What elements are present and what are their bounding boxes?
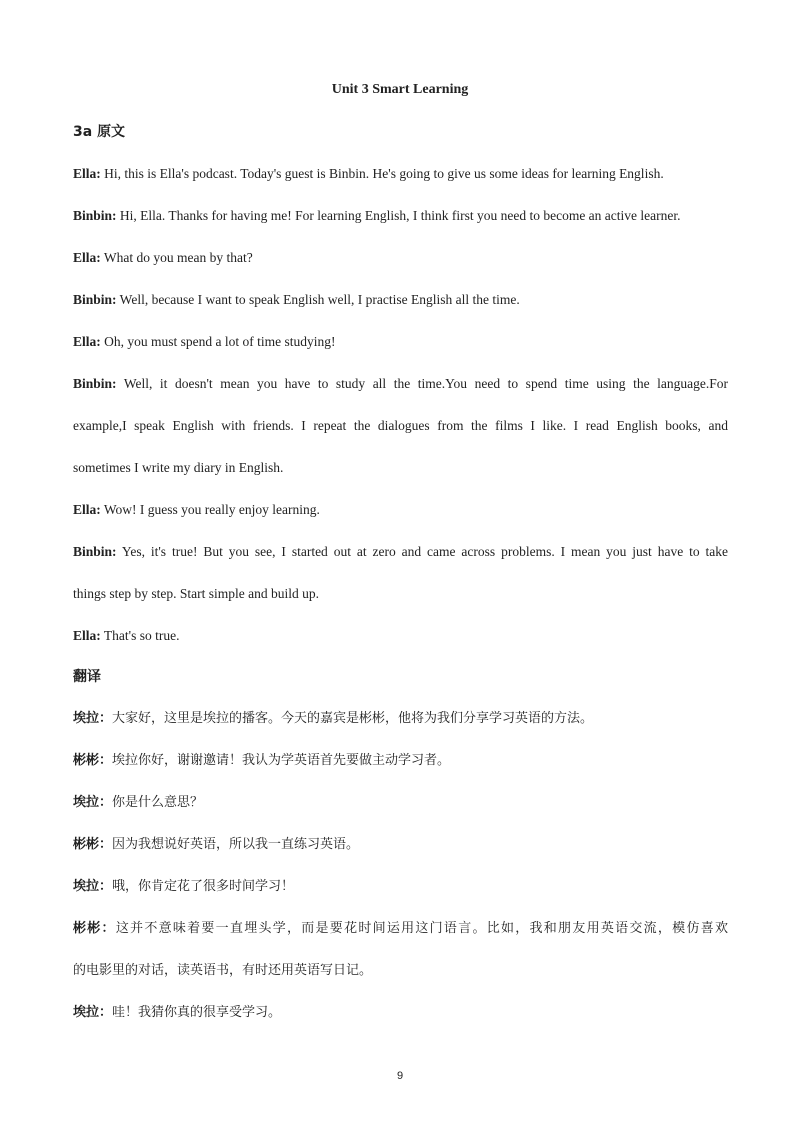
speaker-label: Binbin: xyxy=(73,208,117,223)
page-title: Unit 3 Smart Learning xyxy=(331,82,469,97)
speaker-label: Ella: xyxy=(73,502,101,517)
translation-line xyxy=(73,919,728,939)
dialogue-line xyxy=(73,248,728,268)
dialogue-line xyxy=(73,542,728,562)
translation-text: 哦，你肯定花了很多时间学习！ xyxy=(112,879,295,894)
speaker-label: Ella: xyxy=(73,250,101,265)
dialogue-text: Well, it doesn't mean you have to study all the time.You need to spend time using the language.For xyxy=(116,376,728,391)
dialogue-continuation: sometimes I write my diary in English. xyxy=(73,460,284,475)
dialogue-text: Yes, it's true! But you see, I started out at zero and came across problems. I mean you just have to take xyxy=(116,544,728,559)
translation-text: 大家好，这里是埃拉的播客。今天的嘉宾是彬彬，他将为我们分享学习英语的方法。 xyxy=(112,711,594,726)
dialogue-line xyxy=(73,626,728,646)
dialogue-text: Hi, Ella. Thanks for having me! For learning English, I think first you need to become an active learner. xyxy=(116,208,681,223)
speaker-label: Ella: xyxy=(73,334,101,349)
speaker-label: Ella: xyxy=(73,628,101,643)
translation-text: 你是什么意思？ xyxy=(112,795,204,810)
translation-line xyxy=(73,1003,728,1023)
dialogue-line xyxy=(73,164,728,184)
dialogue-line xyxy=(73,206,728,226)
dialogue-text: Oh, you must spend a lot of time studying! xyxy=(100,334,336,349)
page-number: 9 xyxy=(396,1070,404,1082)
translation-line xyxy=(73,835,728,855)
section-heading-translation: 翻译 xyxy=(73,669,101,685)
speaker-label: 彬彬： xyxy=(73,753,113,768)
dialogue-continuation: example,I speak English with friends. I repeat the dialogues from the films I like. I read English books, and xyxy=(73,418,728,433)
translation-text: 因为我想说好英语，所以我一直练习英语。 xyxy=(112,837,360,852)
speaker-label: Binbin: xyxy=(73,292,117,307)
dialogue-text: That's so true. xyxy=(100,628,180,643)
speaker-label: Binbin: xyxy=(73,376,117,391)
section-heading-original: 3a 原文 xyxy=(73,124,126,140)
dialogue-text: Wow! I guess you really enjoy learning. xyxy=(100,502,320,517)
dialogue-line xyxy=(73,332,728,352)
speaker-label: 彬彬： xyxy=(73,921,116,936)
translation-text: 哇！我猜你真的很享受学习。 xyxy=(112,1005,282,1020)
speaker-label: Binbin: xyxy=(73,544,117,559)
translation-line xyxy=(73,793,728,813)
speaker-label: 埃拉： xyxy=(73,879,113,894)
speaker-label: 埃拉： xyxy=(73,795,113,810)
translation-line xyxy=(73,709,728,729)
dialogue-line xyxy=(73,290,728,310)
speaker-label: 彬彬： xyxy=(73,837,113,852)
dialogue-continuation: things step by step. Start simple and build up. xyxy=(73,586,319,601)
speaker-label: 埃拉： xyxy=(73,1005,113,1020)
dialogue-text: Well, because I want to speak English well, I practise English all the time. xyxy=(116,292,520,307)
translation-line xyxy=(73,877,728,897)
translation-text: 埃拉你好，谢谢邀请！我认为学英语首先要做主动学习者。 xyxy=(112,753,451,768)
dialogue-line xyxy=(73,374,728,394)
speaker-label: 埃拉： xyxy=(73,711,113,726)
dialogue-text: What do you mean by that? xyxy=(100,250,253,265)
dialogue-line xyxy=(73,500,728,520)
translation-continuation: 的电影里的对话，读英语书，有时还用英语写日记。 xyxy=(73,963,373,978)
speaker-label: Ella: xyxy=(73,166,101,181)
translation-text: 这并不意味着要一直埋头学，而是要花时间运用这门语言。比如，我和朋友用英语交流，模仿喜欢 xyxy=(115,921,728,936)
dialogue-text: Hi, this is Ella's podcast. Today's guest is Binbin. He's going to give us some ideas for learning English. xyxy=(100,166,664,181)
translation-line xyxy=(73,751,728,771)
